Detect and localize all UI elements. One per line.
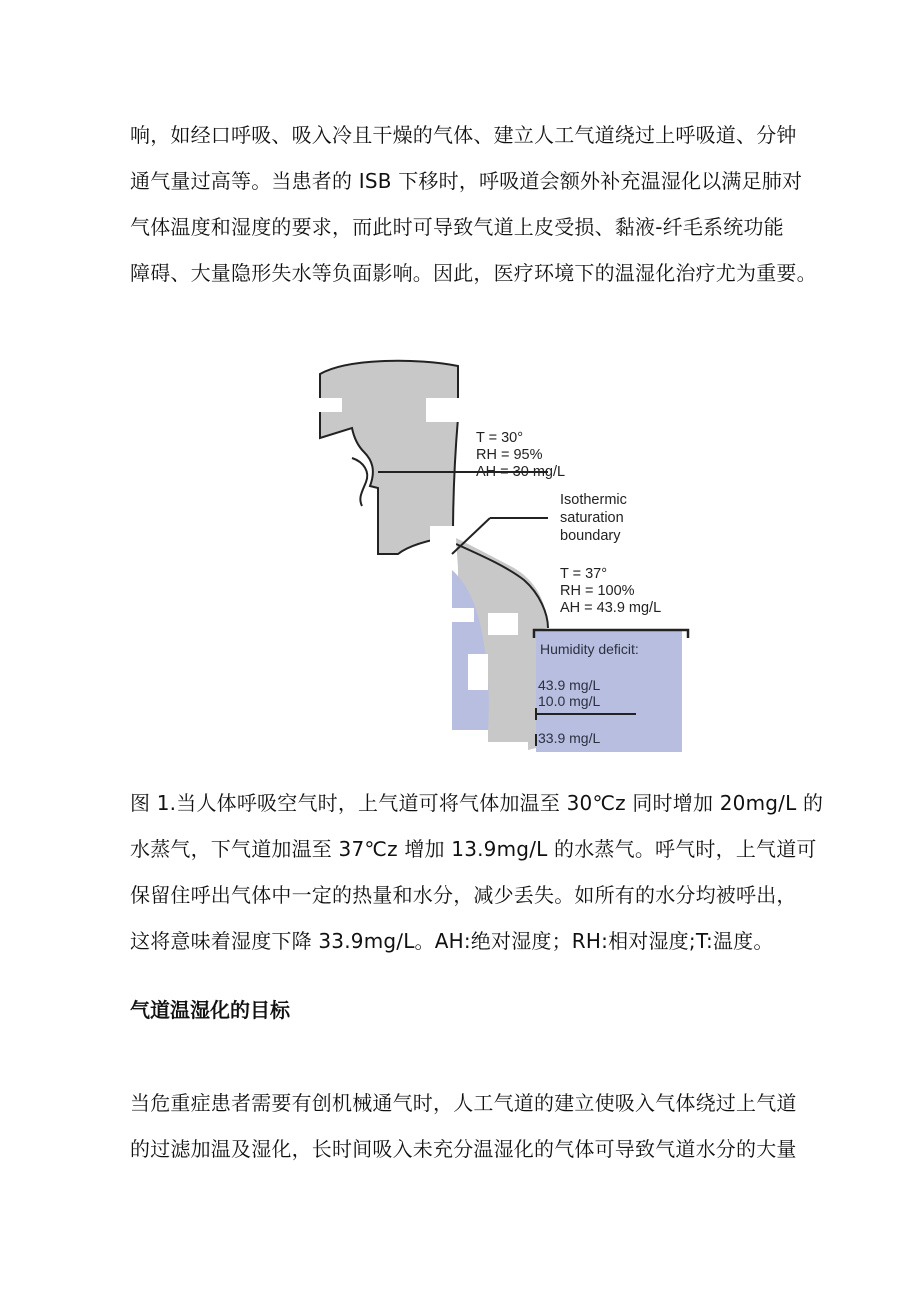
mask-block	[488, 613, 518, 635]
isb-label: boundary	[560, 528, 621, 544]
mask-block	[418, 586, 452, 610]
deficit-result: 33.9 mg/L	[538, 730, 601, 746]
mask-block	[318, 398, 342, 412]
figure-caption	[130, 780, 824, 964]
upper-ah: AH = 30 mg/L	[476, 464, 566, 480]
paragraph-line: 响，如经口呼吸、吸入冷且干燥的气体、建立人工气道绕过上呼吸道、分钟	[130, 123, 797, 147]
mask-block	[418, 618, 452, 688]
section-heading: 气道温湿化的目标	[130, 998, 290, 1022]
paragraph-line: 当危重症患者需要有创机械通气时，人工气道的建立使吸入气体绕过上气道	[130, 1091, 797, 1115]
paragraph-line: 气体温度和湿度的要求，而此时可导致气道上皮受损、黏液-纤毛系统功能	[130, 215, 784, 239]
paragraph-line: 障碍、大量隐形失水等负面影响。因此，医疗环境下的温湿化治疗尤为重要。	[130, 261, 817, 285]
body-paragraph	[130, 1080, 800, 1172]
deficit-title: Humidity deficit:	[540, 641, 639, 657]
upper-temp: T = 30°	[476, 430, 524, 446]
mask-block	[430, 526, 456, 548]
caption-line: 水蒸气，下气道加温至 37℃z 增加 13.9mg/L 的水蒸气。呼气时，上气道可	[130, 837, 817, 861]
mask-block	[418, 546, 452, 586]
airway-humidity-figure	[318, 358, 692, 768]
mask-block	[452, 608, 474, 622]
face-profile	[352, 458, 367, 506]
lower-temp: T = 37°	[560, 566, 608, 582]
isb-label: Isothermic	[560, 492, 627, 508]
lower-rh: RH = 100%	[560, 583, 635, 599]
mask-block	[426, 398, 462, 422]
mask-block	[418, 718, 452, 768]
paragraph-line: 通气量过高等。当患者的 ISB 下移时，呼吸道会额外补充温湿化以满足肺对	[130, 169, 803, 193]
mask-block	[318, 508, 358, 530]
deficit-value-1: 43.9 mg/L	[538, 677, 601, 693]
paragraph-line: 的过滤加温及湿化，长时间吸入未充分温湿化的气体可导致气道水分的大量	[130, 1137, 797, 1161]
mask-block	[452, 744, 490, 768]
deficit-value-2: 10.0 mg/L	[538, 693, 601, 709]
mask-block	[468, 654, 488, 690]
caption-line: 这将意味着湿度下降 33.9mg∕L。AH:绝对湿度；RH:相对湿度;T:温度。	[130, 929, 774, 953]
lower-ah: AH = 43.9 mg/L	[560, 600, 662, 616]
isb-label: saturation	[560, 510, 624, 526]
caption-line: 保留住呼出气体中一定的热量和水分，减少丢失。如所有的水分均被呼出，	[130, 883, 797, 907]
caption-line: 图 1.当人体呼吸空气时，上气道可将气体加温至 30℃z 同时增加 20mg/L 的	[130, 791, 824, 815]
intro-paragraph	[130, 112, 817, 296]
upper-rh: RH = 95%	[476, 447, 543, 463]
